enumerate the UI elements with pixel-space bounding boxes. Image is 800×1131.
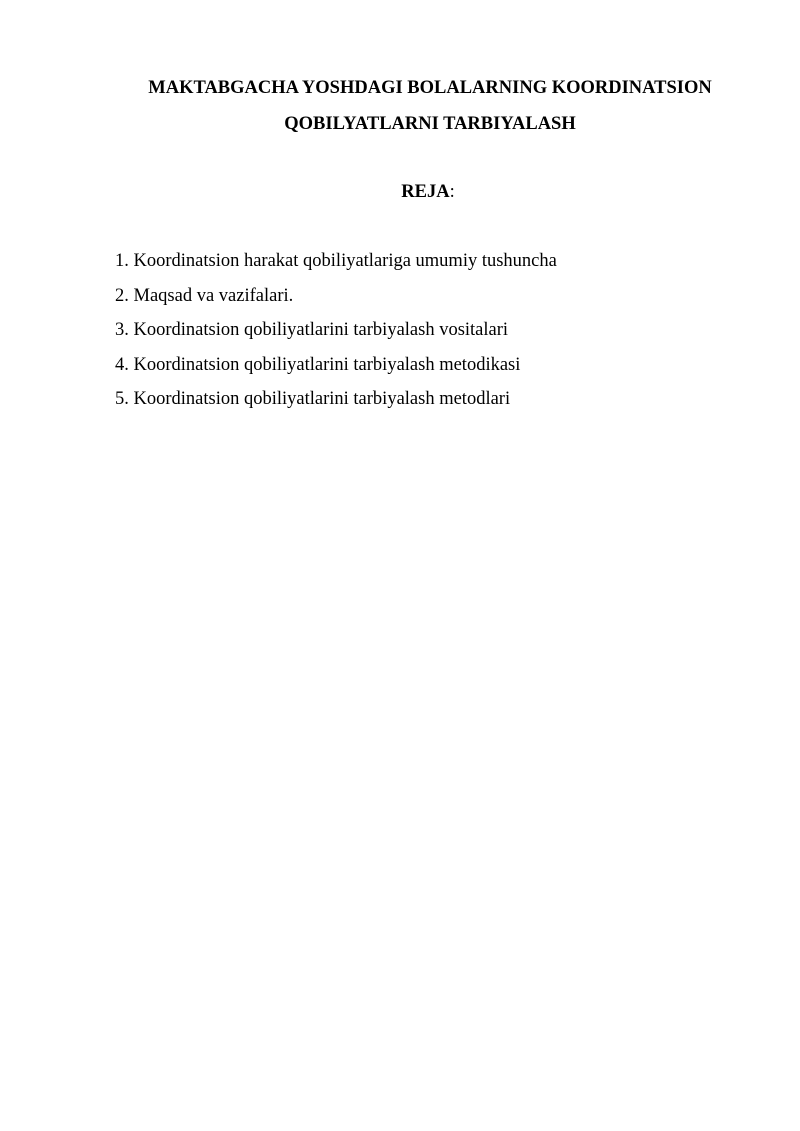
plan-item: 2. Maqsad va vazifalari. [115,285,294,306]
plan-heading-colon: : [449,182,455,202]
plan-item: 3. Koordinatsion qobiliyatlarini tarbiyalash vositalari [115,320,509,340]
plan-item: 4. Koordinatsion qobiliyatlarini tarbiyalash metodikasi [115,354,521,375]
plan-item: 1. Koordinatsion harakat qobiliyatlariga umumiy tushuncha [115,251,557,271]
plan-list [115,250,557,423]
document-title-line-1: MAKTABGACHA YOSHDAGI BOLALARNING KOORDINATSION [148,78,712,98]
document-title-line-2: QOBILYATLARNI TARBIYALASH [284,114,576,134]
plan-heading [0,181,800,203]
plan-item: 5. Koordinatsion qobiliyatlarini tarbiyalash metodlari [115,389,511,409]
plan-heading-label: REJA [401,182,450,202]
